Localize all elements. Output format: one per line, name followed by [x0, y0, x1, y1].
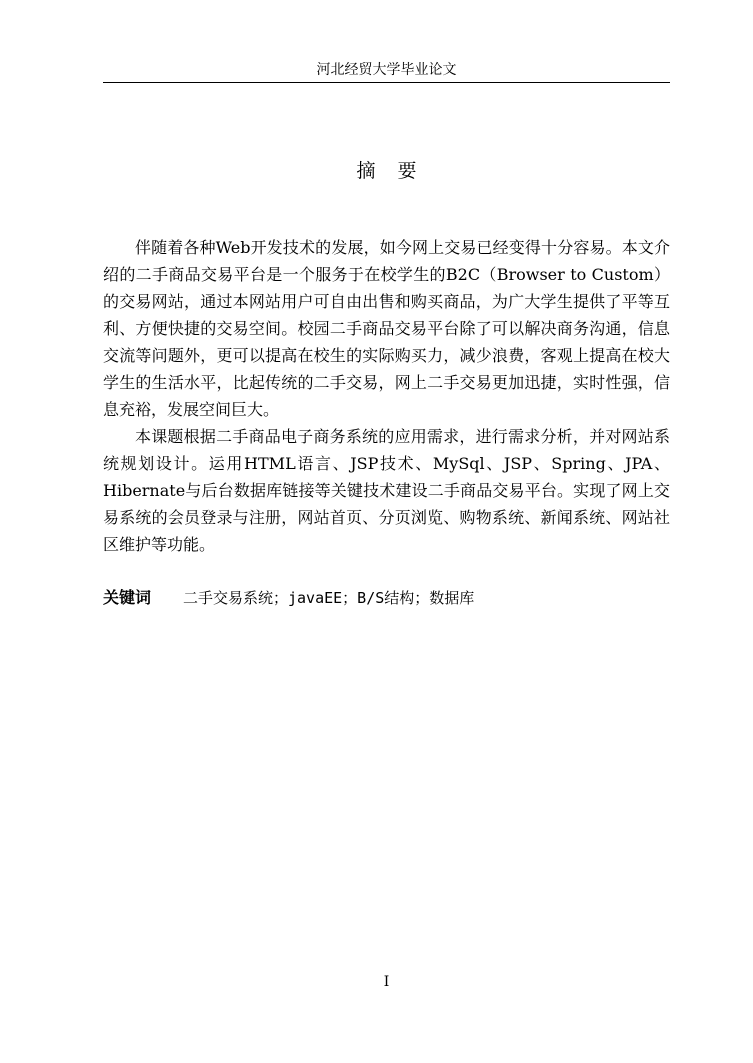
page-number: I: [383, 974, 390, 990]
header-rule: [103, 82, 670, 83]
keywords-section: [103, 585, 670, 611]
abstract-paragraph-1: 伴随着各种Web开发技术的发展，如今网上交易已经变得十分容易。本文介绍的二手商品交易平台是一个服务于在校学生的B2C（Browser to Custom）的交易网站，通过本网站用户可自由出售和购买商品，为广大学生提供了平等互利、方便快捷的交易空间。校园二手商品交易平台除了可以解决商务沟通，信息交流等问题外，更可以提高在校生的实际购买力，减少浪费，客观上提高在校大学生的生活水平，比起传统的二手交易，网上二手交易更加迅捷，实时性强，信息充裕，发展空间巨大。: [103, 238, 670, 419]
page-header: 河北经贸大学毕业论文: [316, 62, 457, 78]
abstract-title: 摘要: [356, 160, 439, 182]
abstract-body: [103, 234, 670, 558]
keywords-value: 二手交易系统；javaEE；B/S结构；数据库: [183, 589, 475, 607]
keywords-label: 关键词: [103, 588, 152, 607]
abstract-paragraph-2: 本课题根据二手商品电子商务系统的应用需求，进行需求分析，并对网站系统规划设计。运用HTML语言、JSP技术、MySql、JSP、Spring、JPA、Hibernate与后台数据库链接等关键技术建设二手商品交易平台。实现了网上交易系统的会员登录与注册，网站首页、分页浏览、购物系统、新闻系统、网站社区维护等功能。: [103, 427, 670, 554]
